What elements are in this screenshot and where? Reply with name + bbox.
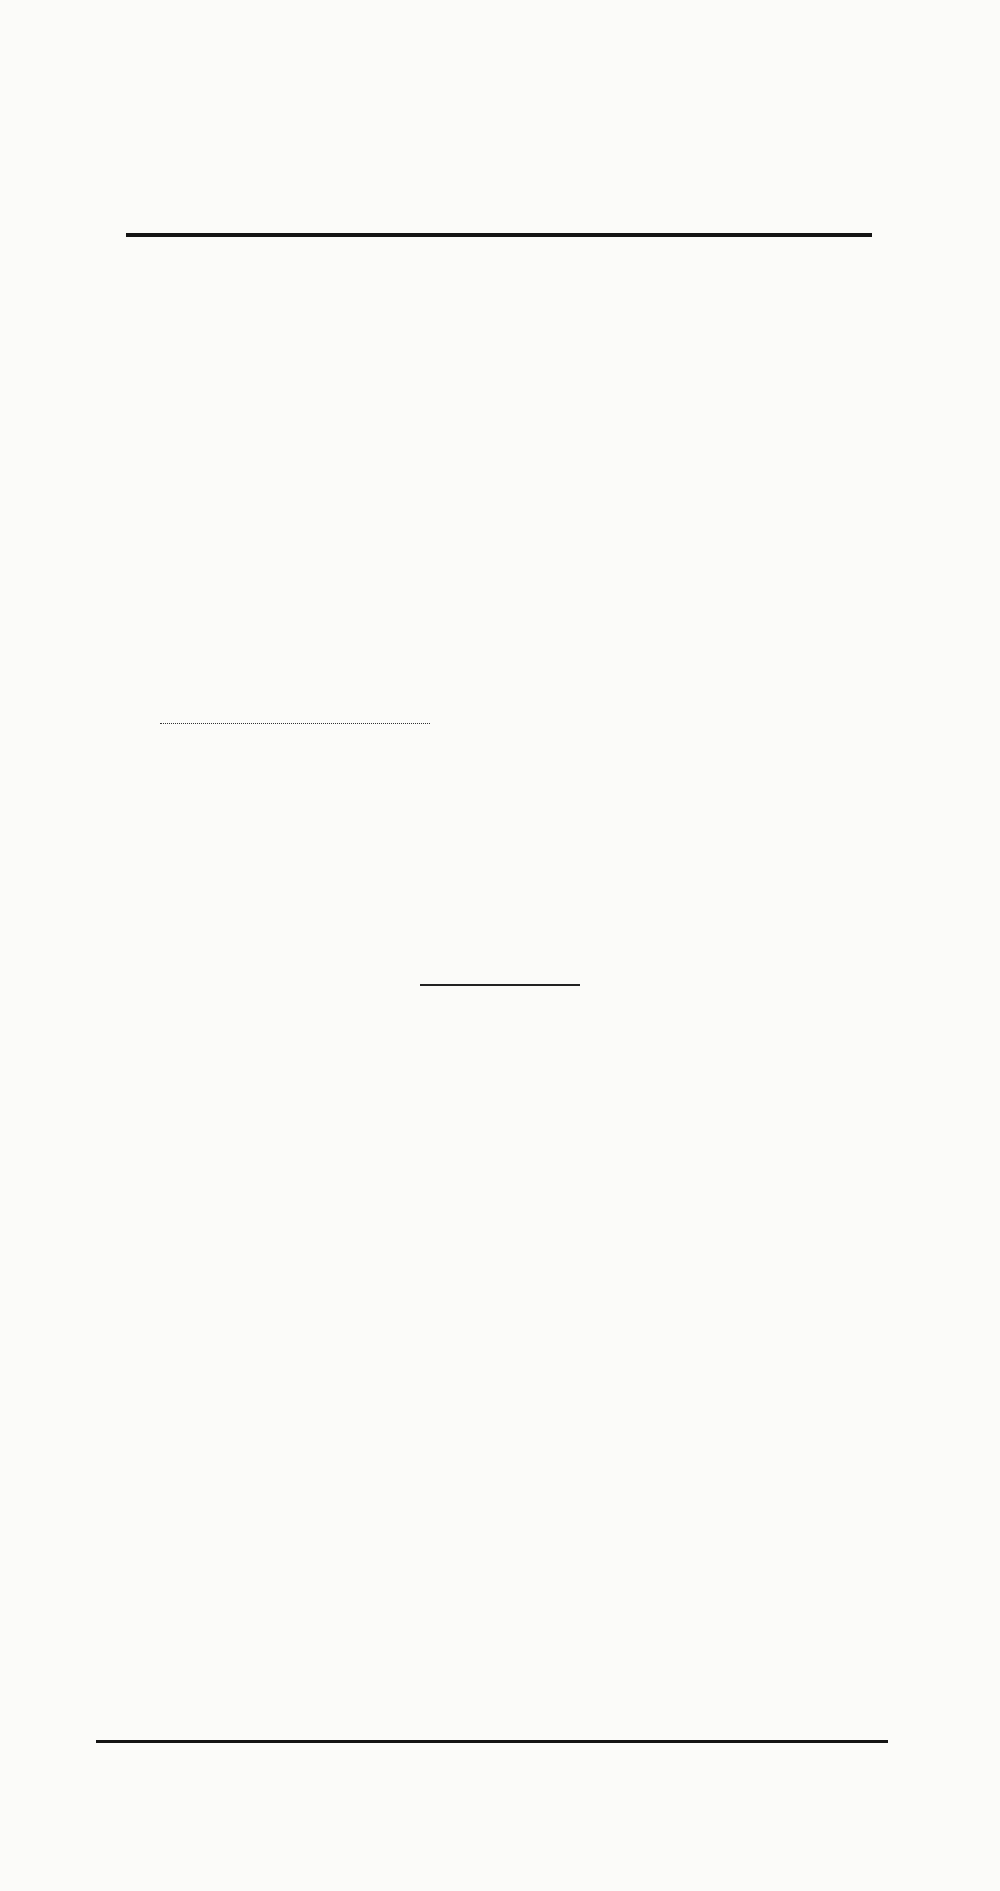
- cast-row: [100, 774, 500, 790]
- cast-row: [100, 759, 500, 775]
- ornamental-border-bottom: [22, 1806, 970, 1864]
- cast-row: [230, 1356, 770, 1372]
- cast-row: [230, 1569, 770, 1585]
- ornamental-border-right: [920, 86, 970, 1808]
- cast-row: [230, 1406, 770, 1422]
- cast-row: [512, 759, 912, 775]
- lakme-cast-right: [512, 712, 912, 806]
- footer-rule: [96, 1740, 888, 1743]
- cast-row: [512, 774, 912, 790]
- section-divider: [420, 984, 580, 986]
- cast-row: [100, 806, 500, 822]
- title-rule: [126, 233, 872, 237]
- cast-row: [230, 1455, 770, 1471]
- cast-row: [230, 1340, 770, 1356]
- cast-row: [100, 728, 500, 744]
- cast-row: [230, 1389, 770, 1405]
- cast-row: [230, 1537, 770, 1553]
- cast-row: [230, 1373, 770, 1389]
- cast-row: [230, 1520, 770, 1536]
- cast-row: [100, 712, 500, 728]
- cast-row: [230, 1438, 770, 1454]
- cast-row: [230, 1471, 770, 1487]
- pohjalaisia-cast: [230, 1340, 770, 1586]
- cast-row: [100, 790, 500, 806]
- cast-row: [230, 1422, 770, 1438]
- cast-row: [230, 1488, 770, 1504]
- cast-row: [512, 743, 912, 759]
- cast-row: [100, 743, 500, 759]
- ornamental-border-top: [22, 28, 970, 86]
- cast-row: [512, 728, 912, 744]
- cast-row: [512, 790, 912, 806]
- lakme-cast-left: [100, 712, 500, 821]
- cast-row: [512, 712, 912, 728]
- ornamental-border-left: [22, 86, 72, 1808]
- cast-row: [230, 1504, 770, 1520]
- cast-row: [230, 1553, 770, 1569]
